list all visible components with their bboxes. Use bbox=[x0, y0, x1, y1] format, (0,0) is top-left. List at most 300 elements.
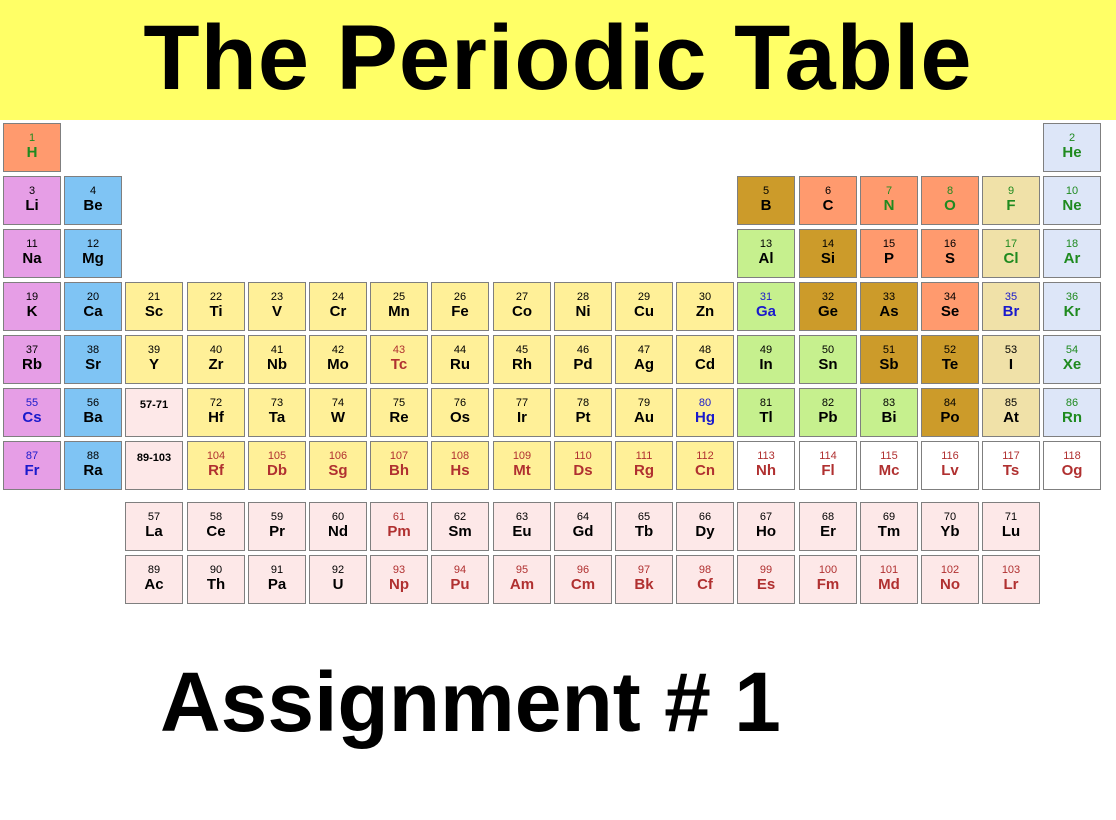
element-cell-na bbox=[3, 229, 61, 278]
element-symbol: P bbox=[883, 250, 894, 267]
element-symbol: Eu bbox=[512, 523, 532, 540]
atomic-number: 34 bbox=[943, 291, 957, 303]
element-symbol: Ce bbox=[206, 523, 226, 540]
element-cell-pb bbox=[799, 388, 857, 437]
element-symbol: Ir bbox=[516, 409, 527, 426]
element-cell-mn bbox=[370, 282, 428, 331]
element-symbol: Hs bbox=[450, 462, 470, 479]
element-symbol: Er bbox=[820, 523, 836, 540]
atomic-number: 4 bbox=[89, 185, 97, 197]
atomic-number: 53 bbox=[1004, 344, 1018, 356]
element-cell-kr bbox=[1043, 282, 1101, 331]
atomic-number: 74 bbox=[331, 397, 345, 409]
atomic-number: 118 bbox=[1063, 450, 1081, 462]
element-symbol: Ti bbox=[209, 303, 223, 320]
element-cell-er bbox=[799, 502, 857, 551]
element-cell-rn bbox=[1043, 388, 1101, 437]
element-cell-he bbox=[1043, 123, 1101, 172]
atomic-number: 31 bbox=[759, 291, 773, 303]
element-cell-ni bbox=[554, 282, 612, 331]
element-symbol: Cd bbox=[695, 356, 715, 373]
element-cell-cm bbox=[554, 555, 612, 604]
atomic-number: 117 bbox=[1002, 450, 1020, 462]
element-symbol: Ra bbox=[83, 462, 103, 479]
atomic-number: 104 bbox=[206, 450, 226, 462]
element-cell-sg bbox=[309, 441, 367, 490]
atomic-number: 56 bbox=[86, 397, 100, 409]
element-cell-as bbox=[860, 282, 918, 331]
element-symbol: Pd bbox=[573, 356, 593, 373]
element-symbol: Ds bbox=[573, 462, 593, 479]
element-cell-fe bbox=[431, 282, 489, 331]
element-symbol: Cm bbox=[570, 576, 596, 593]
element-symbol: O bbox=[944, 197, 956, 214]
element-symbol: Tb bbox=[634, 523, 654, 540]
atomic-number: 116 bbox=[941, 450, 959, 462]
element-cell-i bbox=[982, 335, 1040, 384]
element-cell-dy bbox=[676, 502, 734, 551]
element-cell-ce bbox=[187, 502, 245, 551]
atomic-number: 114 bbox=[819, 450, 837, 462]
element-cell-te bbox=[921, 335, 979, 384]
element-symbol: As bbox=[879, 303, 899, 320]
element-symbol: Sb bbox=[879, 356, 899, 373]
element-symbol: Ru bbox=[450, 356, 470, 373]
atomic-number: 41 bbox=[270, 344, 284, 356]
element-symbol: Db bbox=[267, 462, 287, 479]
atomic-number: 11 bbox=[26, 238, 38, 250]
atomic-number: 106 bbox=[328, 450, 348, 462]
atomic-number: 79 bbox=[637, 397, 651, 409]
element-cell-li bbox=[3, 176, 61, 225]
atomic-number: 96 bbox=[576, 564, 590, 576]
element-cell-zn bbox=[676, 282, 734, 331]
element-cell-cr bbox=[309, 282, 367, 331]
atomic-number: 60 bbox=[331, 511, 345, 523]
element-cell-ta bbox=[248, 388, 306, 437]
atomic-number: 73 bbox=[270, 397, 284, 409]
element-cell-am bbox=[493, 555, 551, 604]
element-symbol: Au bbox=[634, 409, 654, 426]
element-symbol: Es bbox=[756, 576, 776, 593]
element-symbol: Be bbox=[83, 197, 103, 214]
element-cell-eu bbox=[493, 502, 551, 551]
atomic-number: 110 bbox=[574, 450, 592, 462]
element-symbol: Rb bbox=[22, 356, 42, 373]
element-symbol: Sc bbox=[144, 303, 164, 320]
atomic-number: 115 bbox=[880, 450, 898, 462]
element-cell-hg bbox=[676, 388, 734, 437]
element-symbol: Am bbox=[509, 576, 535, 593]
atomic-number: 28 bbox=[576, 291, 590, 303]
element-cell-h bbox=[3, 123, 61, 172]
element-cell-lv bbox=[921, 441, 979, 490]
element-symbol: Md bbox=[878, 576, 900, 593]
element-symbol: Zr bbox=[208, 356, 224, 373]
atomic-number: 100 bbox=[818, 564, 838, 576]
atomic-number: 40 bbox=[209, 344, 223, 356]
atomic-number: 109 bbox=[512, 450, 532, 462]
element-cell-v bbox=[248, 282, 306, 331]
element-cell-cn bbox=[676, 441, 734, 490]
atomic-number: 20 bbox=[86, 291, 100, 303]
element-symbol: Og bbox=[1061, 462, 1083, 479]
atomic-number: 108 bbox=[450, 450, 470, 462]
element-symbol: Rg bbox=[634, 462, 654, 479]
element-symbol: Cl bbox=[1003, 250, 1019, 267]
atomic-number: 77 bbox=[515, 397, 529, 409]
atomic-number: 50 bbox=[821, 344, 835, 356]
atomic-number: 59 bbox=[270, 511, 284, 523]
assignment-heading: Assignment # 1 bbox=[160, 655, 781, 749]
atomic-number: 52 bbox=[943, 344, 957, 356]
element-symbol: Tl bbox=[759, 409, 773, 426]
atomic-number: 1 bbox=[28, 132, 36, 144]
atomic-number: 72 bbox=[209, 397, 223, 409]
element-symbol: Ge bbox=[817, 303, 838, 320]
element-symbol: Pu bbox=[450, 576, 470, 593]
element-symbol: Hf bbox=[208, 409, 224, 426]
element-symbol: Gd bbox=[572, 523, 594, 540]
placeholder-cell-89-103 bbox=[125, 441, 183, 490]
element-symbol: Nb bbox=[267, 356, 287, 373]
element-cell-se bbox=[921, 282, 979, 331]
atomic-number: 88 bbox=[86, 450, 100, 462]
element-cell-cf bbox=[676, 555, 734, 604]
atomic-number: 32 bbox=[821, 291, 835, 303]
element-cell-w bbox=[309, 388, 367, 437]
atomic-number: 36 bbox=[1065, 291, 1079, 303]
element-symbol: Hg bbox=[695, 409, 715, 426]
element-symbol: In bbox=[759, 356, 773, 373]
atomic-number: 102 bbox=[940, 564, 960, 576]
atomic-number: 111 bbox=[635, 450, 653, 462]
element-symbol: Ts bbox=[1002, 462, 1020, 479]
atomic-number: 13 bbox=[759, 238, 773, 250]
element-cell-y bbox=[125, 335, 183, 384]
element-cell-au bbox=[615, 388, 673, 437]
element-cell-nb bbox=[248, 335, 306, 384]
element-symbol: Ba bbox=[83, 409, 103, 426]
element-cell-hf bbox=[187, 388, 245, 437]
atomic-number: 87 bbox=[25, 450, 39, 462]
element-symbol: He bbox=[1062, 144, 1082, 161]
element-symbol: Xe bbox=[1062, 356, 1082, 373]
element-symbol: Sm bbox=[448, 523, 472, 540]
element-symbol: Th bbox=[206, 576, 226, 593]
atomic-number: 101 bbox=[879, 564, 899, 576]
atomic-number: 91 bbox=[270, 564, 284, 576]
element-symbol: Pr bbox=[269, 523, 285, 540]
element-cell-mg bbox=[64, 229, 122, 278]
element-symbol: U bbox=[332, 576, 344, 593]
element-cell-ge bbox=[799, 282, 857, 331]
atomic-number: 23 bbox=[270, 291, 284, 303]
atomic-number: 92 bbox=[331, 564, 345, 576]
element-symbol: Cs bbox=[22, 409, 42, 426]
element-cell-sb bbox=[860, 335, 918, 384]
element-symbol: Os bbox=[449, 409, 470, 426]
atomic-number: 12 bbox=[86, 238, 100, 250]
atomic-number: 99 bbox=[759, 564, 773, 576]
element-cell-ho bbox=[737, 502, 795, 551]
element-symbol: B bbox=[760, 197, 772, 214]
element-cell-ds bbox=[554, 441, 612, 490]
atomic-number: 98 bbox=[698, 564, 712, 576]
element-symbol: Kr bbox=[1063, 303, 1081, 320]
element-cell-k bbox=[3, 282, 61, 331]
element-cell-la bbox=[125, 502, 183, 551]
atomic-number: 90 bbox=[209, 564, 223, 576]
atomic-number: 25 bbox=[392, 291, 406, 303]
element-cell-tc bbox=[370, 335, 428, 384]
atomic-number: 94 bbox=[453, 564, 467, 576]
element-cell-pr bbox=[248, 502, 306, 551]
element-symbol: Cr bbox=[329, 303, 347, 320]
atomic-number: 5 bbox=[762, 185, 770, 197]
element-cell-at bbox=[982, 388, 1040, 437]
element-symbol: Ne bbox=[1062, 197, 1082, 214]
atomic-number: 55 bbox=[25, 397, 39, 409]
atomic-number: 112 bbox=[696, 450, 714, 462]
atomic-number: 62 bbox=[453, 511, 467, 523]
atomic-number: 68 bbox=[821, 511, 835, 523]
element-cell-ba bbox=[64, 388, 122, 437]
element-symbol: Sn bbox=[818, 356, 838, 373]
element-symbol: Rh bbox=[512, 356, 532, 373]
element-cell-re bbox=[370, 388, 428, 437]
element-symbol: Lr bbox=[1003, 576, 1019, 593]
element-symbol: Zn bbox=[695, 303, 715, 320]
element-cell-si bbox=[799, 229, 857, 278]
element-symbol: Fr bbox=[24, 462, 40, 479]
element-cell-ra bbox=[64, 441, 122, 490]
element-symbol: W bbox=[330, 409, 346, 426]
element-symbol: Ar bbox=[1063, 250, 1081, 267]
atomic-number: 35 bbox=[1004, 291, 1018, 303]
atomic-number: 93 bbox=[392, 564, 406, 576]
element-symbol: Yb bbox=[940, 523, 960, 540]
atomic-number: 97 bbox=[637, 564, 651, 576]
atomic-number: 89 bbox=[147, 564, 161, 576]
element-cell-ru bbox=[431, 335, 489, 384]
atomic-number: 27 bbox=[515, 291, 529, 303]
element-cell-ga bbox=[737, 282, 795, 331]
atomic-number: 113 bbox=[757, 450, 775, 462]
element-cell-gd bbox=[554, 502, 612, 551]
atomic-number: 16 bbox=[943, 238, 957, 250]
element-symbol: Ga bbox=[755, 303, 776, 320]
element-cell-sm bbox=[431, 502, 489, 551]
element-symbol: V bbox=[271, 303, 282, 320]
atomic-number: 22 bbox=[209, 291, 223, 303]
element-cell-tb bbox=[615, 502, 673, 551]
element-symbol: Np bbox=[389, 576, 409, 593]
element-symbol: Fm bbox=[816, 576, 840, 593]
element-cell-yb bbox=[921, 502, 979, 551]
atomic-number: 44 bbox=[453, 344, 467, 356]
element-cell-pt bbox=[554, 388, 612, 437]
element-cell-c bbox=[799, 176, 857, 225]
element-symbol: Fe bbox=[451, 303, 469, 320]
atomic-number: 7 bbox=[885, 185, 893, 197]
element-cell-sr bbox=[64, 335, 122, 384]
atomic-number: 80 bbox=[698, 397, 712, 409]
element-symbol: Mt bbox=[513, 462, 531, 479]
atomic-number: 107 bbox=[389, 450, 409, 462]
element-symbol: Mc bbox=[878, 462, 900, 479]
element-symbol: Nh bbox=[756, 462, 776, 479]
element-cell-ts bbox=[982, 441, 1040, 490]
element-cell-fr bbox=[3, 441, 61, 490]
element-cell-lu bbox=[982, 502, 1040, 551]
element-cell-nh bbox=[737, 441, 795, 490]
atomic-number: 45 bbox=[515, 344, 529, 356]
element-cell-b bbox=[737, 176, 795, 225]
element-cell-pa bbox=[248, 555, 306, 604]
element-symbol: Ho bbox=[756, 523, 776, 540]
element-symbol: Ag bbox=[634, 356, 654, 373]
atomic-number: 51 bbox=[882, 344, 896, 356]
element-symbol: Na bbox=[22, 250, 42, 267]
element-symbol: I bbox=[1008, 356, 1014, 373]
atomic-number: 19 bbox=[25, 291, 39, 303]
element-cell-co bbox=[493, 282, 551, 331]
element-symbol: K bbox=[26, 303, 38, 320]
atomic-number: 47 bbox=[637, 344, 651, 356]
element-cell-tl bbox=[737, 388, 795, 437]
element-cell-pm bbox=[370, 502, 428, 551]
atomic-number: 10 bbox=[1065, 185, 1079, 197]
element-symbol: Ca bbox=[83, 303, 103, 320]
element-cell-ca bbox=[64, 282, 122, 331]
element-cell-ac bbox=[125, 555, 183, 604]
element-cell-al bbox=[737, 229, 795, 278]
element-cell-in bbox=[737, 335, 795, 384]
atomic-number: 75 bbox=[392, 397, 406, 409]
atomic-number: 89-103 bbox=[136, 452, 172, 464]
element-symbol: Mn bbox=[388, 303, 410, 320]
element-cell-cl bbox=[982, 229, 1040, 278]
element-symbol: Cu bbox=[634, 303, 654, 320]
atomic-number: 82 bbox=[821, 397, 835, 409]
atomic-number: 71 bbox=[1004, 511, 1018, 523]
element-cell-rb bbox=[3, 335, 61, 384]
element-symbol: H bbox=[26, 144, 38, 161]
atomic-number: 9 bbox=[1007, 185, 1015, 197]
atomic-number: 49 bbox=[759, 344, 773, 356]
element-symbol: Dy bbox=[695, 523, 715, 540]
element-symbol: Fl bbox=[821, 462, 835, 479]
element-cell-md bbox=[860, 555, 918, 604]
element-cell-u bbox=[309, 555, 367, 604]
element-symbol: No bbox=[940, 576, 960, 593]
element-cell-o bbox=[921, 176, 979, 225]
atomic-number: 58 bbox=[209, 511, 223, 523]
atomic-number: 54 bbox=[1065, 344, 1079, 356]
atomic-number: 8 bbox=[946, 185, 954, 197]
element-cell-bh bbox=[370, 441, 428, 490]
element-symbol: Rf bbox=[208, 462, 224, 479]
element-cell-tm bbox=[860, 502, 918, 551]
element-cell-sc bbox=[125, 282, 183, 331]
atomic-number: 81 bbox=[759, 397, 773, 409]
element-symbol: Al bbox=[758, 250, 774, 267]
element-symbol: Mo bbox=[327, 356, 349, 373]
element-cell-bk bbox=[615, 555, 673, 604]
atomic-number: 24 bbox=[331, 291, 345, 303]
element-cell-ag bbox=[615, 335, 673, 384]
element-symbol: Pa bbox=[267, 576, 287, 593]
element-symbol: Tc bbox=[390, 356, 408, 373]
element-symbol: Rn bbox=[1062, 409, 1082, 426]
element-cell-mo bbox=[309, 335, 367, 384]
element-cell-n bbox=[860, 176, 918, 225]
element-cell-s bbox=[921, 229, 979, 278]
element-symbol: Tm bbox=[877, 523, 901, 540]
element-cell-np bbox=[370, 555, 428, 604]
atomic-number: 29 bbox=[637, 291, 651, 303]
element-cell-ti bbox=[187, 282, 245, 331]
element-symbol: Sg bbox=[328, 462, 348, 479]
element-cell-cs bbox=[3, 388, 61, 437]
element-cell-pu bbox=[431, 555, 489, 604]
element-cell-po bbox=[921, 388, 979, 437]
atomic-number: 64 bbox=[576, 511, 590, 523]
element-cell-cd bbox=[676, 335, 734, 384]
element-symbol: Co bbox=[512, 303, 532, 320]
element-cell-fl bbox=[799, 441, 857, 490]
element-cell-xe bbox=[1043, 335, 1101, 384]
element-cell-nd bbox=[309, 502, 367, 551]
element-cell-rh bbox=[493, 335, 551, 384]
element-cell-hs bbox=[431, 441, 489, 490]
atomic-number: 39 bbox=[147, 344, 161, 356]
atomic-number: 69 bbox=[882, 511, 896, 523]
element-cell-rg bbox=[615, 441, 673, 490]
atomic-number: 15 bbox=[882, 238, 896, 250]
element-cell-db bbox=[248, 441, 306, 490]
atomic-number: 63 bbox=[515, 511, 529, 523]
element-symbol: F bbox=[1006, 197, 1016, 214]
element-cell-rf bbox=[187, 441, 245, 490]
atomic-number: 83 bbox=[882, 397, 896, 409]
atomic-number: 70 bbox=[943, 511, 957, 523]
atomic-number: 86 bbox=[1065, 397, 1079, 409]
atomic-number: 26 bbox=[453, 291, 467, 303]
element-cell-zr bbox=[187, 335, 245, 384]
element-symbol: Cn bbox=[695, 462, 715, 479]
atomic-number: 18 bbox=[1065, 238, 1079, 250]
element-symbol: Li bbox=[25, 197, 39, 214]
element-symbol: Bk bbox=[634, 576, 654, 593]
element-symbol: Se bbox=[940, 303, 960, 320]
atomic-number: 6 bbox=[824, 185, 832, 197]
atomic-number: 42 bbox=[331, 344, 345, 356]
atomic-number: 66 bbox=[698, 511, 712, 523]
atomic-number: 84 bbox=[943, 397, 957, 409]
atomic-number: 61 bbox=[392, 511, 406, 523]
element-cell-ar bbox=[1043, 229, 1101, 278]
element-cell-es bbox=[737, 555, 795, 604]
element-symbol: Y bbox=[148, 356, 159, 373]
element-cell-th bbox=[187, 555, 245, 604]
element-cell-f bbox=[982, 176, 1040, 225]
element-cell-os bbox=[431, 388, 489, 437]
atomic-number: 57-71 bbox=[139, 399, 169, 411]
atomic-number: 21 bbox=[147, 291, 161, 303]
atomic-number: 17 bbox=[1004, 238, 1018, 250]
